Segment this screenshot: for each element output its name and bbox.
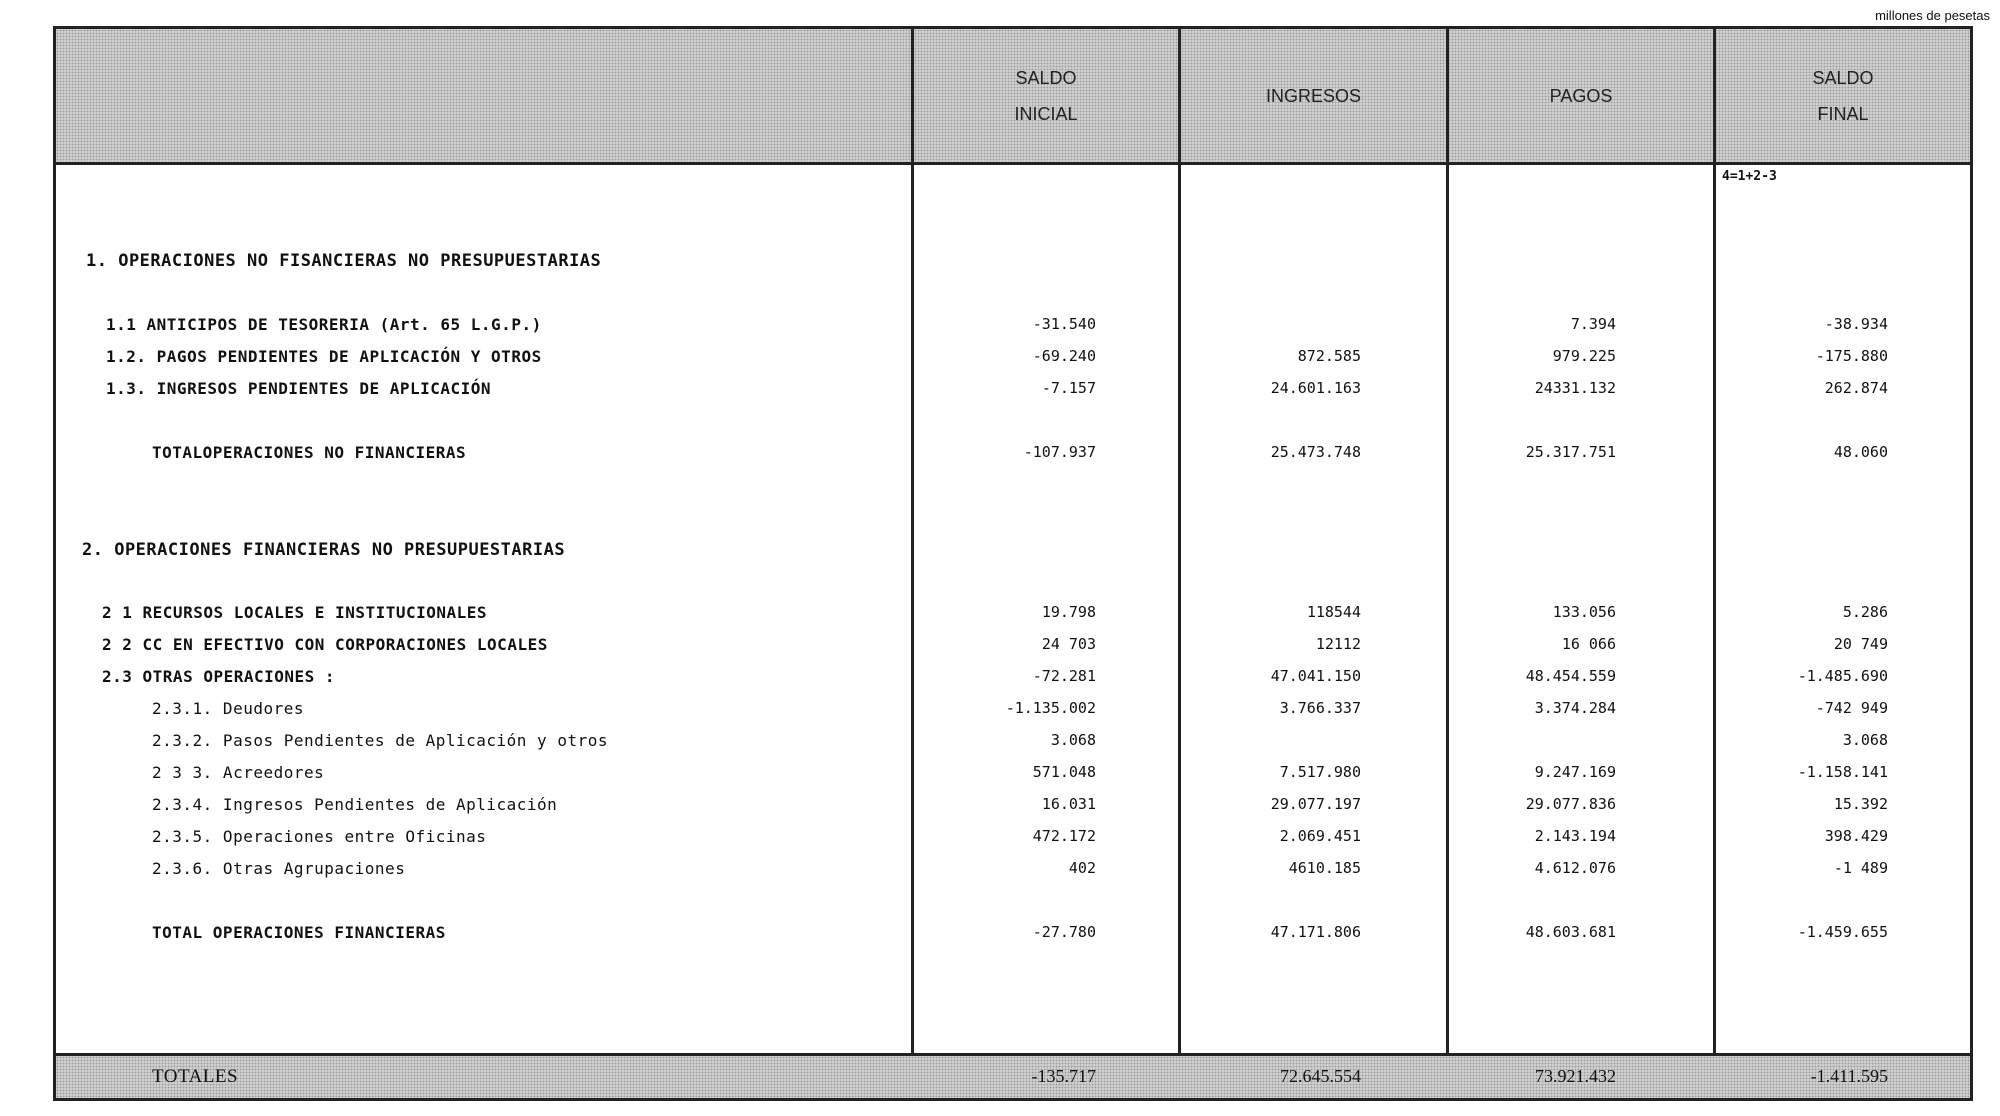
header-saldo-final: [1716, 29, 1970, 162]
saldo-final-cell: 3.068: [1842, 731, 1888, 749]
ingresos-cell: 12112: [1315, 635, 1361, 653]
saldo-inicial-cell: 16.031: [1041, 795, 1096, 813]
formula-note: 4=1+2-3: [1722, 169, 1777, 184]
table-row: [56, 699, 1970, 729]
section-title-row: [56, 540, 1970, 570]
row-label: 1.1 ANTICIPOS DE TESORERIA (Art. 65 L.G.P.): [106, 315, 542, 334]
ingresos-cell: 47.171.806: [1270, 923, 1361, 941]
header-saldo-inicial: [914, 29, 1178, 162]
pagos-cell: 48.454.559: [1525, 667, 1616, 685]
pagos-cell: 3.374.284: [1534, 699, 1616, 717]
saldo-inicial-cell: -72.281: [1032, 667, 1096, 685]
pagos-cell: 4.612.076: [1534, 859, 1616, 877]
saldo-final-cell: 20 749: [1833, 635, 1888, 653]
row-label: 1.2. PAGOS PENDIENTES DE APLICACIÓN Y OTROS: [106, 347, 542, 366]
section-title: 2. OPERACIONES FINANCIERAS NO PRESUPUESTARIAS: [82, 540, 566, 560]
ingresos-cell: 2.069.451: [1279, 827, 1361, 845]
saldo-inicial-cell: 402: [1068, 859, 1096, 877]
ingresos-cell: 4610.185: [1288, 859, 1361, 877]
subtotal-label: TOTAL OPERACIONES FINANCIERAS: [152, 923, 446, 942]
table-row: [56, 859, 1970, 889]
row-label: 2.3.5. Operaciones entre Oficinas: [152, 827, 487, 846]
saldo-inicial-total: -135.717: [1031, 1066, 1096, 1086]
saldo-inicial-cell: -7.157: [1041, 379, 1096, 397]
ingresos-cell: 29.077.197: [1270, 795, 1361, 813]
pagos-cell: 48.603.681: [1525, 923, 1616, 941]
row-label: 2.3 OTRAS OPERACIONES :: [102, 667, 336, 686]
ingresos-cell: 872.585: [1297, 347, 1361, 365]
row-label: 1.3. INGRESOS PENDIENTES DE APLICACIÓN: [106, 379, 492, 398]
saldo-inicial-cell: -27.780: [1032, 923, 1096, 941]
header-label: SALDO: [1812, 67, 1874, 88]
row-label: 2 1 RECURSOS LOCALES E INSTITUCIONALES: [102, 603, 488, 622]
totals-label: TOTALES: [152, 1066, 239, 1087]
table-row: [56, 731, 1970, 761]
unit-label: millones de pesetas: [1875, 8, 1990, 23]
row-label: 2 2 CC EN EFECTIVO CON CORPORACIONES LOCALES: [102, 635, 548, 654]
saldo-inicial-cell: 19.798: [1041, 603, 1096, 621]
saldo-inicial-cell: -1.135.002: [1005, 699, 1096, 717]
table-row: [56, 379, 1970, 409]
header-label: SALDO: [1015, 67, 1077, 88]
ingresos-total: 72.645.554: [1280, 1066, 1361, 1086]
section-title-row: [56, 251, 1970, 281]
saldo-final-cell: 398.429: [1824, 827, 1888, 845]
header-label: PAGOS: [1549, 85, 1613, 106]
header-label: INICIAL: [1014, 103, 1078, 124]
row-label: 2.3.1. Deudores: [152, 699, 304, 718]
pagos-cell: 979.225: [1552, 347, 1616, 365]
saldo-inicial-cell: -69.240: [1032, 347, 1096, 365]
ingresos-cell: 3.766.337: [1279, 699, 1361, 717]
header-pagos: [1449, 29, 1713, 162]
ingresos-cell: 7.517.980: [1279, 763, 1361, 781]
pagos-cell: 7.394: [1570, 315, 1616, 333]
saldo-final-total: -1.411.595: [1810, 1066, 1888, 1086]
subtotal-row: [56, 923, 1970, 953]
pagos-cell: 16 066: [1561, 635, 1616, 653]
table-row: [56, 347, 1970, 377]
row-label: 2.3.2. Pasos Pendientes de Aplicación y otros: [152, 731, 608, 750]
saldo-inicial-cell: -107.937: [1023, 443, 1096, 461]
header-ingresos: [1181, 29, 1446, 162]
saldo-final-cell: 262.874: [1824, 379, 1888, 397]
row-label: 2 3 3. Acreedores: [152, 763, 325, 782]
saldo-final-cell: -1.158.141: [1797, 763, 1888, 781]
saldo-final-cell: 48.060: [1833, 443, 1888, 461]
saldo-final-cell: 15.392: [1833, 795, 1888, 813]
saldo-inicial-cell: 3.068: [1050, 731, 1096, 749]
ingresos-cell: 25.473.748: [1270, 443, 1361, 461]
saldo-final-cell: 5.286: [1842, 603, 1888, 621]
pagos-cell: 9.247.169: [1534, 763, 1616, 781]
pagos-total: 73.921.432: [1535, 1066, 1616, 1086]
saldo-final-cell: -1.459.655: [1797, 923, 1888, 941]
table-row: [56, 603, 1970, 633]
ingresos-cell: 47.041.150: [1270, 667, 1361, 685]
saldo-inicial-cell: 571.048: [1032, 763, 1096, 781]
pagos-cell: 25.317.751: [1525, 443, 1616, 461]
totals-row: [56, 1053, 1970, 1098]
saldo-final-cell: -1 489: [1833, 859, 1888, 877]
balance-table: [53, 26, 1973, 1101]
subtotal-row: [56, 443, 1970, 473]
saldo-final-cell: -175.880: [1815, 347, 1888, 365]
ingresos-cell: 24.601.163: [1270, 379, 1361, 397]
saldo-final-cell: -742 949: [1815, 699, 1888, 717]
table-row: [56, 635, 1970, 665]
section-title: 1. OPERACIONES NO FISANCIERAS NO PRESUPUESTARIAS: [86, 251, 602, 271]
table-row: [56, 795, 1970, 825]
saldo-final-cell: -38.934: [1824, 315, 1888, 333]
table-row: [56, 827, 1970, 857]
pagos-cell: 29.077.836: [1525, 795, 1616, 813]
pagos-cell: 133.056: [1552, 603, 1616, 621]
header-label: INGRESOS: [1265, 85, 1362, 106]
table-row: [56, 763, 1970, 793]
saldo-final-cell: -1.485.690: [1797, 667, 1888, 685]
saldo-inicial-cell: 24 703: [1041, 635, 1096, 653]
header-label: FINAL: [1817, 103, 1869, 124]
saldo-inicial-cell: 472.172: [1032, 827, 1096, 845]
pagos-cell: 2.143.194: [1534, 827, 1616, 845]
row-label: 2.3.4. Ingresos Pendientes de Aplicación: [152, 795, 558, 814]
ingresos-cell: 118544: [1306, 603, 1361, 621]
table-row: [56, 667, 1970, 697]
row-label: 2.3.6. Otras Agrupaciones: [152, 859, 406, 878]
subtotal-label: TOTALOPERACIONES NO FINANCIERAS: [152, 443, 467, 462]
pagos-cell: 24331.132: [1534, 379, 1616, 397]
saldo-inicial-cell: -31.540: [1032, 315, 1096, 333]
table-row: [56, 315, 1970, 345]
